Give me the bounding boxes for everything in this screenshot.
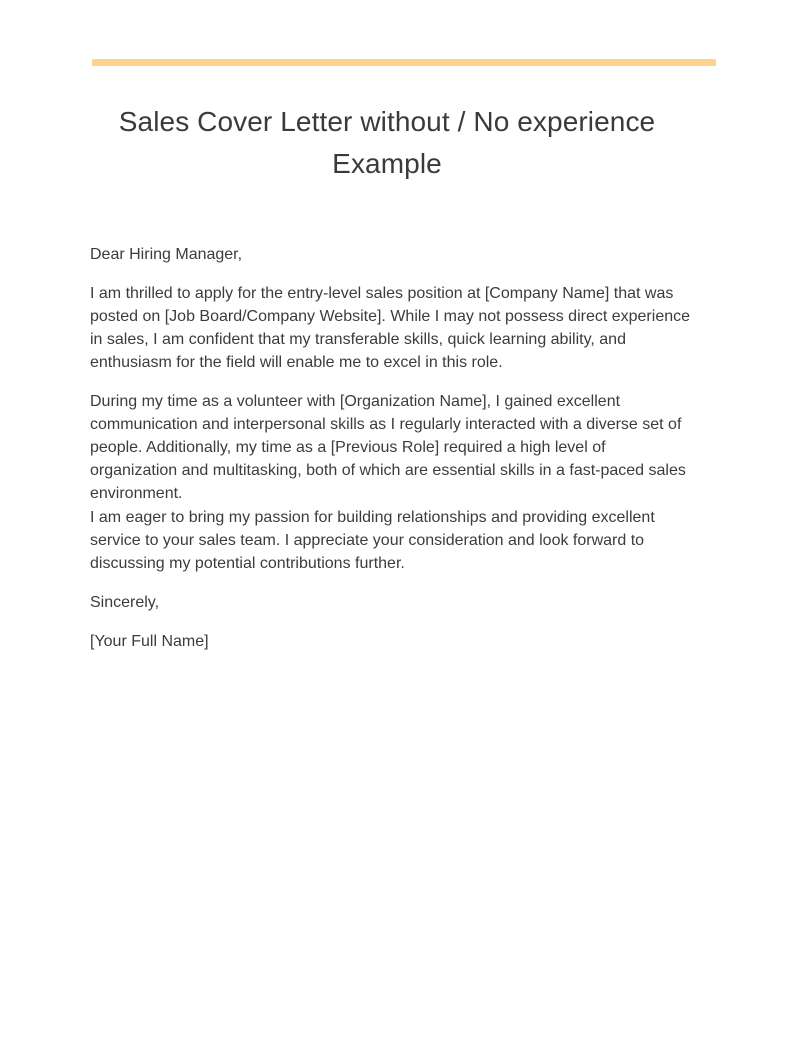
greeting: Dear Hiring Manager, [90,246,243,263]
paragraph-experience: During my time as a volunteer with [Organization Name], I gained excellent communication and interpersonal skills as I regularly interacted with a diverse set of people. Additionally, my time as a [Previous Role] required a high level of organization and multitasking, both of which are essential skills in a fast-paced sales environment. [90,393,686,502]
page-title: Sales Cover Letter without / No experience Example [118,106,656,179]
paragraph-intro: I am thrilled to apply for the entry-level sales position at [Company Name] that was posted on [Job Board/Company Website]. While I may not possess direct experience in sales, I am confident that my transferable skills, quick learning ability, and enthusiasm for the field will enable me to excel in this role. [90,285,691,371]
paragraph-closing: I am eager to bring my passion for building relationships and providing excellent service to your sales team. I appreciate your consideration and look forward to discussing my potential contributions further. [90,509,655,572]
closing: Sincerely, [90,594,160,611]
accent-bar [92,59,716,66]
letter-body [90,243,690,669]
signature: [Your Full Name] [90,633,209,650]
